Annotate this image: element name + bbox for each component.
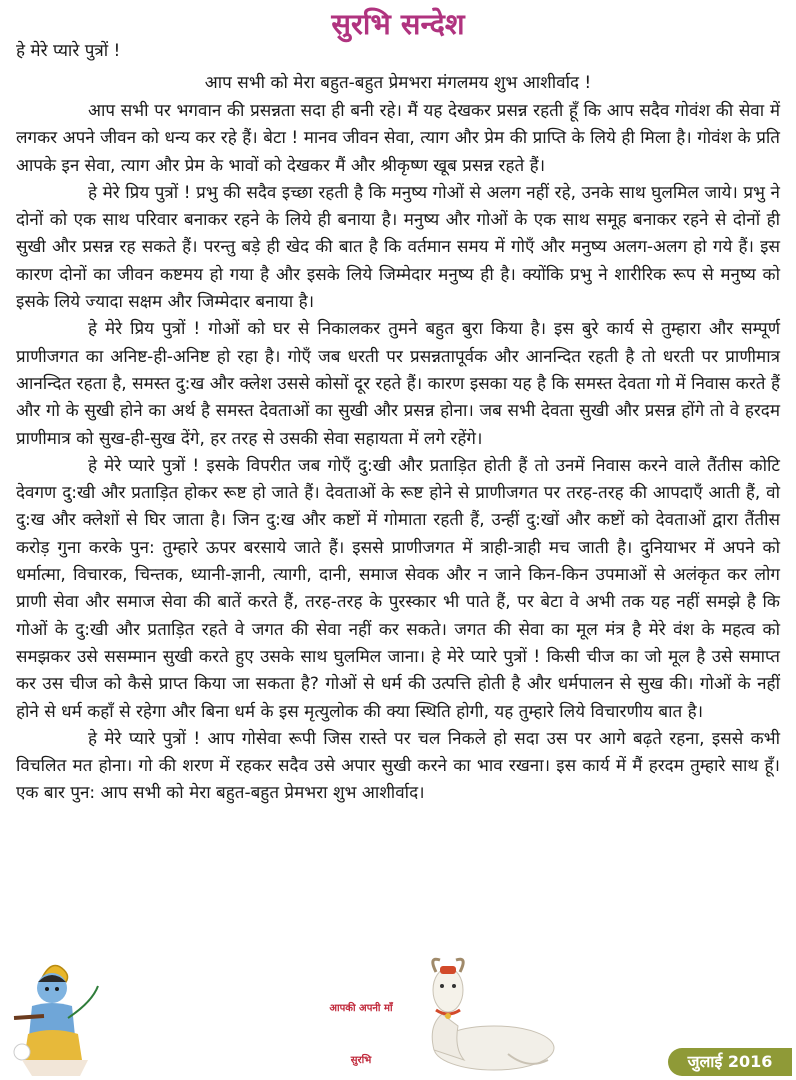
paragraph-1: आप सभी पर भगवान की प्रसन्नता सदा ही बनी रहे। मैं यह देखकर प्रसन्न रहती हूँ कि आप सदैव गोवंश की सेवा में लगकर अपने जीवन को धन्य कर रहे हैं। बेटा ! मानव जीवन सेवा, त्याग और प्रेम की प्राप्ति के लिये ही मिला है। गोवंश के प्रति आपके इन सेवा, त्याग और प्रेम के भावों को देखकर मैं और श्रीकृष्ण खूब प्रसन्न रहते हैं।	[16, 101, 780, 176]
page-title: सुरभि सन्देश	[331, 7, 465, 41]
paragraph-3: हे मेरे प्रिय पुत्रों ! गोओं को घर से निकालकर तुमने बहुत बुरा किया है। इस बुरे कार्य से तुम्हारा और सम्पूर्ण प्राणीजगत का अनिष्ट-ही-अनिष्ट हो रहा है। गोएँ जब धरती पर प्रसन्नतापूर्वक और आनन्दित रहती है तो धरती पर प्राणीमात्र आनन्दित रहता है, समस्त दु:ख और क्लेश उससे कोसों दूर रहते हैं। कारण इसका यह है कि समस्त देवता गो में निवास करते हैं और गो के सुखी होने का अर्थ है समस्त देवताओं का सुखी और प्रसन्न होना। जब सभी देवता सुखी और प्रसन्न होंगे तो वे हरदम प्राणीमात्र को सुख-ही-सुख देंगे, हर तरह से उसकी सेवा सहायता में लगे रहेंगे।	[16, 319, 780, 449]
cow-illustration-icon	[398, 956, 568, 1078]
blessing-line: आप सभी को मेरा बहुत-बहुत प्रेमभरा मंगलमय शुभ आशीर्वाद !	[204, 73, 592, 93]
paragraph-5: हे मेरे प्यारे पुत्रों ! आप गोसेवा रूपी जिस रास्ते पर चल निकले हो सदा उस पर आगे बढ़ते रहना, इससे कभी विचलित मत होना। गो की शरण में रहकर सदैव उसे अपार सुखी करने का भाव रखना। इस कार्य में मैं हरदम तुम्हारे साथ हूँ। एक बार पुन: आप सभी को मेरा बहुत-बहुत प्रेमभरा शुभ आशीर्वाद।	[16, 728, 780, 804]
signature-closing: आपकी अपनी माँ	[329, 1003, 393, 1014]
paragraph-4: हे मेरे प्यारे पुत्रों ! इसके विपरीत जब गोएँ दु:खी और प्रताड़ित होती हैं तो उनमें निवास करने वाले तैंतीस कोटि देवगण दु:खी और प्रताड़ित होकर रूष्ट हो जाते हैं। देवताओं के रूष्ट होने से प्राणीजगत पर तरह-तरह की आपदाएँ आती हैं, वो दु:ख और क्लेशों से घिर जाता है। जिन दु:ख और कष्टों में गोमाता रहती हैं, उन्हीं दु:खों और कष्टों को देवताओं द्वारा तैंतीस करोड़ गुना करके पुन: तुम्हारे ऊपर बरसाये जाते हैं। इससे प्राणीजगत में त्राही-त्राही मच जाती है। दुनियाभर में अपने को धर्मात्मा, विचारक, चिन्तक, ध्यानी-ज्ञानी, त्यागी, दानी, समाज सेवक और न जाने किन-किन उपमाओं से अलंकृत कर लोग प्राणी सेवा और समाज सेवा की बातें करते हैं, तरह-तरह के पुरस्कार भी पाते हैं, पर बेटा वे अभी तक यह नहीं समझे है कि गोओं के दु:खी और प्रताड़ित रहते वे जगत की सेवा नहीं कर सकते। जगत की सेवा का मूल मंत्र है मेरे वंश के महत्व को समझकर उसे ससम्मान सुखी करते हुए उसके साथ घुलमिल जाना। हे मेरे प्यारे पुत्रों ! किसी चीज का जो मूल है उसे समाप्त कर उस चीज को कैसे प्राप्त किया जा सकता है? गोओं से धर्म की उत्पत्ति होती है और धर्मपालन से सुख की। गोओं के नहीं होने से धर्म कहाँ से रहेगा और बिना धर्म के इस मृत्युलोक की क्या स्थिति होगी, यह तुम्हारे लिये विचारणीय बात है।	[16, 455, 780, 722]
salutation: हे मेरे प्यारे पुत्रों !	[16, 41, 121, 61]
issue-date-badge: जुलाई 2016	[668, 1048, 792, 1076]
signature-name: सुरभि	[350, 1055, 372, 1066]
letter-body	[16, 98, 780, 808]
krishna-illustration-icon	[2, 956, 106, 1078]
paragraph-2: हे मेरे प्रिय पुत्रों ! प्रभु की सदैव इच्छा रहती है कि मनुष्य गोओं से अलग नहीं रहे, उनके साथ घुलमिल जाये। प्रभु ने दोनों को एक साथ परिवार बनाकर रहने के लिये ही बनाया है। मनुष्य और गोओं के एक साथ समूह बनाकर रहने से दोनों ही सुखी और प्रसन्न रह सकते हैं। परन्तु बड़े ही खेद की बात है कि वर्तमान समय में गोएँ और मनुष्य अलग-अलग हो गये हैं। इस कारण दोनों का जीवन कष्टमय हो गया है और इसके लिये जिम्मेदार मनुष्य ही है। क्योंकि प्रभु ने शारीरिक रूप से मनुष्य को इसके लिये ज्यादा सक्षम और जिम्मेदार बनाया है।	[16, 182, 780, 313]
